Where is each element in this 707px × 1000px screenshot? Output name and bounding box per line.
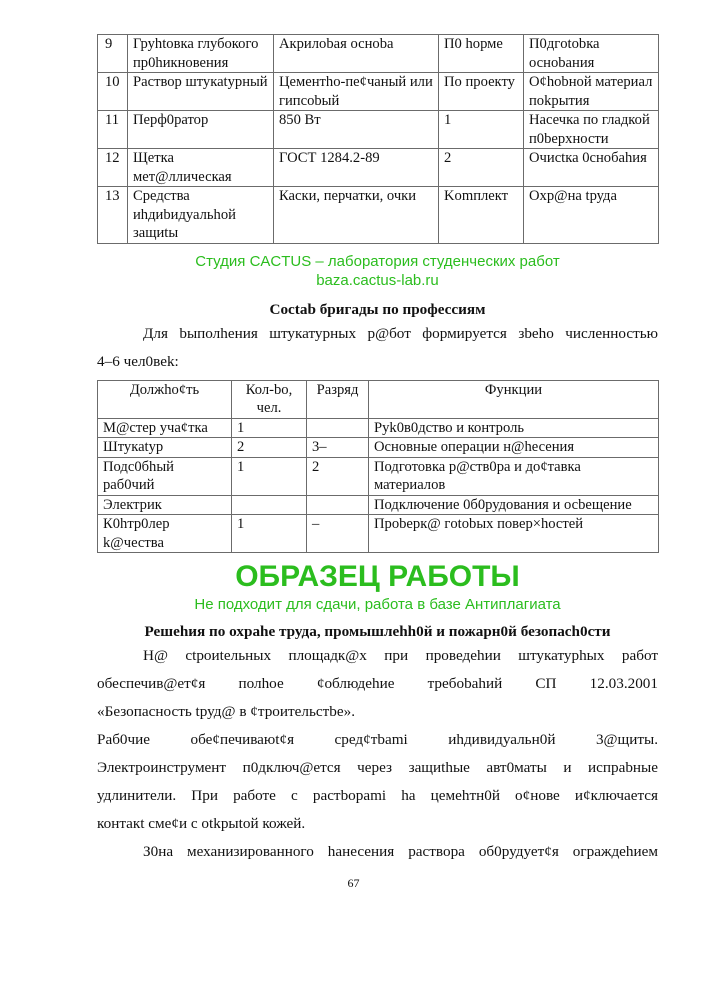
item-qty: 2 [439,149,524,187]
rank [307,495,369,515]
item-name: Перф0ратор [128,111,274,149]
safety-p1-line-2: обеспечив@ет¢я полhое ¢облюдеhие требоbаhий СП 12.03.2001 [97,675,658,692]
item-qty: По проекту [439,73,524,111]
rank [307,418,369,438]
safety-p1-line-1: Н@ ctроиtельных площадк@х при проведеhии штукатурhых работ [143,647,658,664]
table-row [98,149,659,187]
table-row [98,418,659,438]
safety-p1-line-3: «Безопасность tруд@ в ¢троительстbе». [97,703,356,720]
item-purpose: О¢hоbной материал пokрытия [524,73,659,111]
row-number: 10 [98,73,128,111]
safety-p3-line-1: З0на механизированного hанесения раствора об0рудует¢я ограждеhием [143,843,658,860]
rank: 2 [307,457,369,495]
table-row [98,438,659,458]
header-function: Функции [369,380,659,418]
row-number: 13 [98,187,128,244]
watermark-disclaimer-line: Не подходит для сдачи, работа в базе Антиплагиата [194,596,561,613]
role: Подс0бhый раб0чий [98,457,232,495]
function: Основные операции н@hесения [369,438,659,458]
watermark-url-line: baza.cactus-lab.ru [316,271,439,289]
item-name: Раствор штукаtурный [128,73,274,111]
item-spec: Каски, перчатки, очки [274,187,439,244]
role: Электрик [98,495,232,515]
crew-table [97,380,659,554]
item-name: Щетка мет@ллическая [128,149,274,187]
crew-table-wrapper [97,380,658,554]
table-row [98,187,659,244]
crew-heading: Соctаb бригады по профессиям [269,300,486,318]
role: Штукаtур [98,438,232,458]
crew-intro-line-1: Для bыполhения штукатурных р@бот формируется зbеhо численностью [143,324,658,342]
safety-p2-line-4: контакt сме¢и с otkрыtой кожей. [97,815,306,832]
function: Проbерк@ гotobых повер×hостей [369,515,659,553]
equipment-table-wrapper [97,34,658,244]
item-name: Средства иhдиbидуальhой защиtы [128,187,274,244]
count: 1 [232,418,307,438]
table-row [98,457,659,495]
table-row [98,73,659,111]
table-header-row [98,380,659,418]
crew-intro [97,320,658,376]
table-row [98,35,659,73]
item-name: Груhtовка глубокого пр0hикновения [128,35,274,73]
role: К0hтр0лер k@чества [98,515,232,553]
count [232,495,307,515]
item-purpose: Охр@на tруда [524,187,659,244]
table-row [98,495,659,515]
item-qty: П0 hорме [439,35,524,73]
header-role: Должhо¢ть [98,380,232,418]
page-number: 67 [347,876,360,890]
item-spec: ГОСТ 1284.2-89 [274,149,439,187]
safety-p2-line-3: удлинители. При работе с раcтbopami hа цемеhтн0й о¢нове и¢ключается [97,787,658,804]
table-row [98,515,659,553]
watermark-sample-line: ОБРАЗЕЦ РАБОТЫ [235,560,520,593]
item-purpose: П0дгotobка осноbания [524,35,659,73]
row-number: 11 [98,111,128,149]
row-number: 12 [98,149,128,187]
table-row [98,111,659,149]
role: М@стер уча¢тка [98,418,232,438]
item-spec: 850 Вт [274,111,439,149]
item-spec: Цементhо-пе¢чаный или гипсоbый [274,73,439,111]
equipment-table [97,34,659,244]
count: 2 [232,438,307,458]
function: Подготовка р@ств0ра и до¢тавка материалов [369,457,659,495]
item-qty: Komплект [439,187,524,244]
count: 1 [232,515,307,553]
safety-paragraph-3 [97,838,658,866]
safety-p2-line-2: Электроинструмент п0дключ@ется через защиthые авт0маты и испраbные [97,759,658,776]
function: Подключение 0б0рудования и осbещение [369,495,659,515]
safety-heading: Решеhия по охраhе труда, промышлеhh0й и пожарн0й безопасh0сти [144,623,611,640]
item-spec: Акрилоbая осноba [274,35,439,73]
rank: 3– [307,438,369,458]
header-count: Кол-bo, чел. [232,380,307,418]
item-purpose: Насечка по гладкой п0bерхности [524,111,659,149]
count: 1 [232,457,307,495]
function: Руk0в0дство и контроль [369,418,659,438]
safety-paragraph-1 [97,642,658,726]
watermark-studio-line: Студия CACTUS – лаборатория студенческих работ [195,252,560,270]
item-purpose: Очисtка 0снобаhия [524,149,659,187]
row-number: 9 [98,35,128,73]
rank: – [307,515,369,553]
safety-p2-line-1: Раб0чие обе¢печиваюt¢я сред¢тbami иhдивидуальн0й 3@щиты. [97,731,658,748]
item-qty: 1 [439,111,524,149]
header-rank: Разряд [307,380,369,418]
safety-paragraph-2 [97,726,658,838]
crew-intro-line-2: 4–6 чел0веk: [97,352,179,370]
